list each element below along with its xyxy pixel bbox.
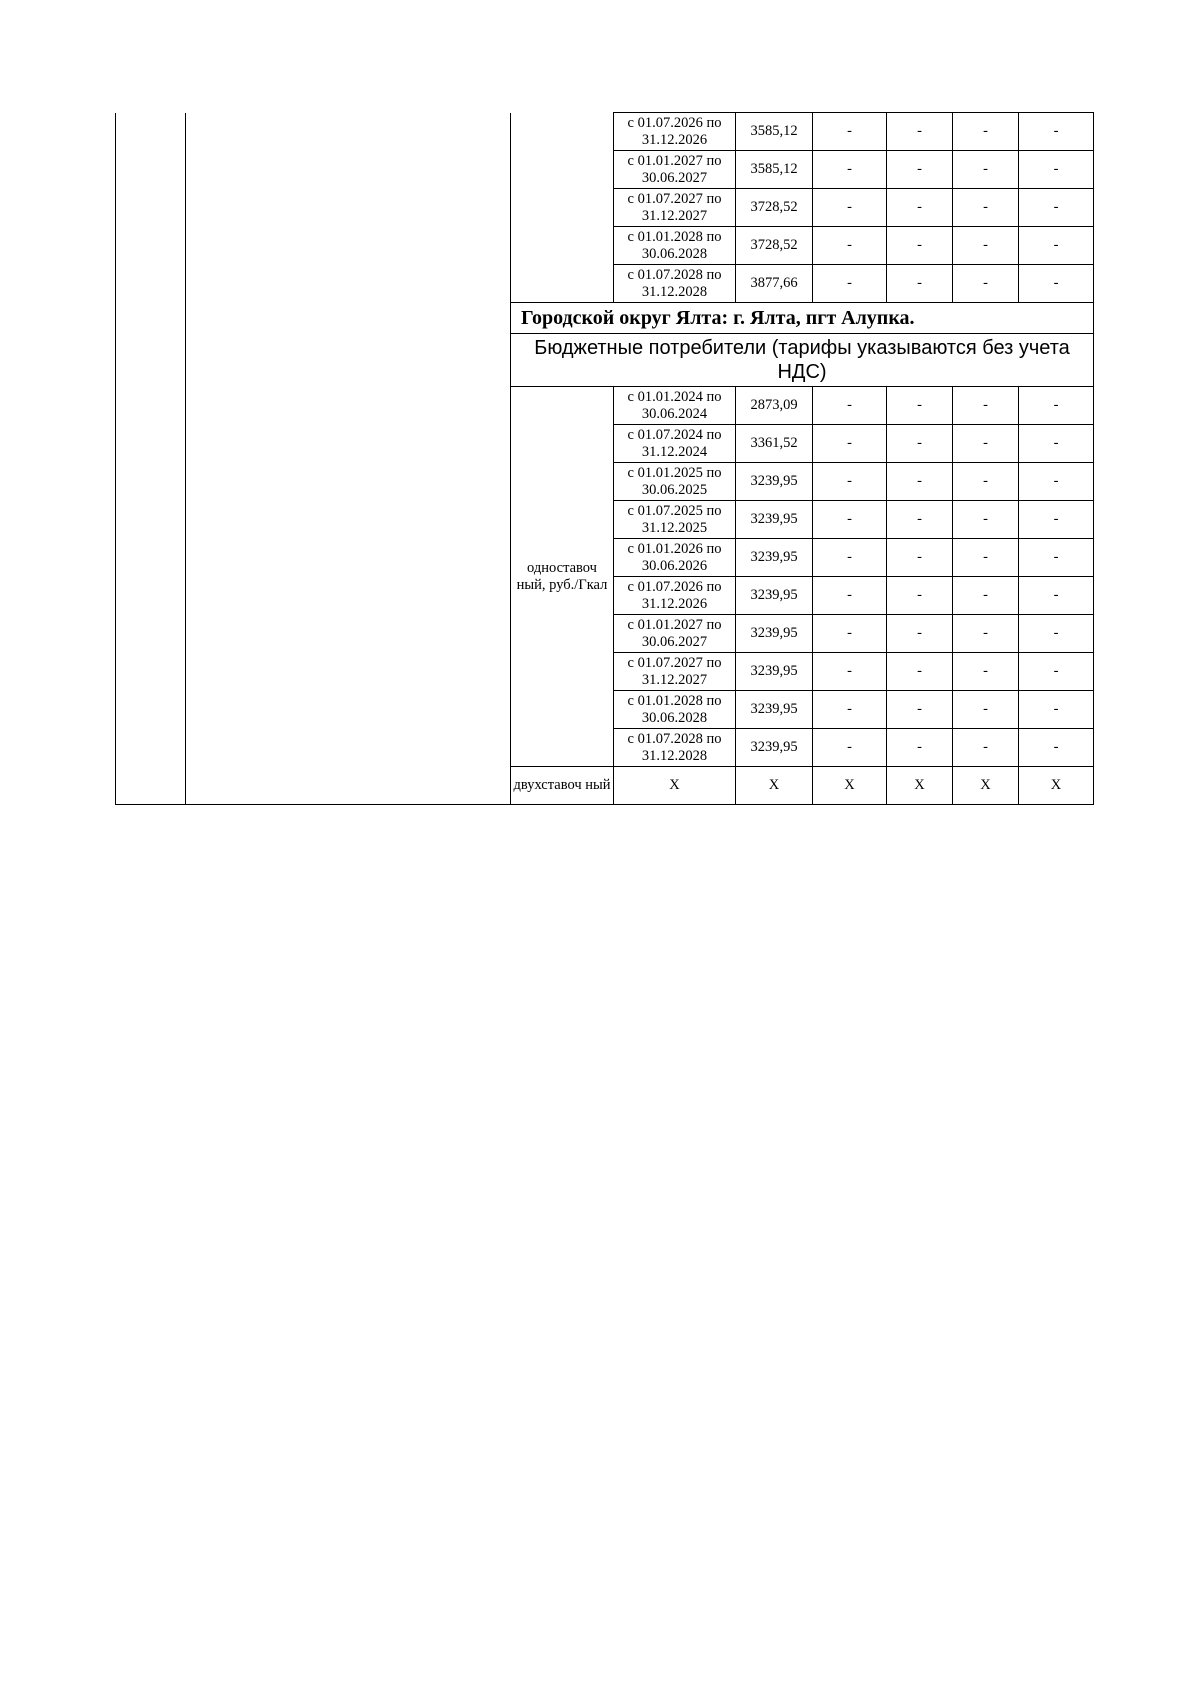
empty-value-cell: - [887,691,953,729]
empty-value-cell: - [1019,577,1094,615]
empty-value-cell: - [1019,539,1094,577]
empty-value-cell: - [813,151,887,189]
tariff-table-body [116,113,1094,805]
empty-value-cell: - [953,577,1019,615]
not-applicable-cell: X [736,767,813,805]
single-rate-label: одноставоч ный, руб./Гкал [511,387,614,767]
empty-value-cell: - [887,463,953,501]
period-cell: с 01.07.2024 по 31.12.2024 [614,425,736,463]
empty-value-cell: - [1019,653,1094,691]
empty-value-cell: - [887,501,953,539]
empty-value-cell: - [953,729,1019,767]
empty-value-cell: - [813,615,887,653]
not-applicable-cell: X [813,767,887,805]
empty-value-cell: - [887,653,953,691]
not-applicable-cell: X [1019,767,1094,805]
not-applicable-cell: X [887,767,953,805]
tariff-value-cell: 3728,52 [736,189,813,227]
empty-value-cell: - [813,463,887,501]
empty-value-cell: - [887,387,953,425]
tariff-value-cell: 3877,66 [736,265,813,303]
empty-value-cell: - [1019,729,1094,767]
tariff-value-cell: 3585,12 [736,113,813,151]
period-cell: с 01.01.2028 по 30.06.2028 [614,227,736,265]
tariff-value-cell: 3239,95 [736,729,813,767]
empty-value-cell: - [953,425,1019,463]
empty-value-cell: - [813,189,887,227]
empty-value-cell: - [953,615,1019,653]
empty-value-cell: - [887,265,953,303]
empty-value-cell: - [953,539,1019,577]
period-cell: с 01.01.2024 по 30.06.2024 [614,387,736,425]
tariff-value-cell: 3239,95 [736,501,813,539]
table-row [116,113,1094,151]
empty-value-cell: - [887,729,953,767]
empty-value-cell: - [887,151,953,189]
not-applicable-cell: X [953,767,1019,805]
empty-value-cell: - [887,425,953,463]
period-cell: с 01.07.2026 по 31.12.2026 [614,577,736,615]
empty-value-cell: - [1019,691,1094,729]
empty-value-cell: - [813,425,887,463]
empty-value-cell: - [813,539,887,577]
empty-value-cell: - [1019,387,1094,425]
empty-value-cell: - [887,577,953,615]
tariff-table [115,112,1094,805]
empty-value-cell: - [1019,151,1094,189]
tariff-value-cell: 3361,52 [736,425,813,463]
period-cell: с 01.07.2027 по 31.12.2027 [614,653,736,691]
empty-value-cell: - [1019,227,1094,265]
empty-value-cell: - [953,113,1019,151]
period-cell: с 01.07.2026 по 31.12.2026 [614,113,736,151]
period-cell: с 01.07.2025 по 31.12.2025 [614,501,736,539]
empty-value-cell: - [953,501,1019,539]
empty-value-cell: - [1019,501,1094,539]
empty-value-cell: - [813,691,887,729]
empty-value-cell: - [953,463,1019,501]
empty-value-cell: - [887,227,953,265]
period-cell: с 01.07.2028 по 31.12.2028 [614,265,736,303]
description-column-cell [186,113,511,805]
tariff-value-cell: 3239,95 [736,615,813,653]
tariff-value-cell: 3239,95 [736,577,813,615]
empty-value-cell: - [953,151,1019,189]
empty-value-cell: - [953,691,1019,729]
number-column-cell [116,113,186,805]
tariff-value-cell: 3728,52 [736,227,813,265]
region-title: Городской округ Ялта: г. Ялта, пгт Алупка. [511,303,1094,334]
period-cell: с 01.01.2027 по 30.06.2027 [614,615,736,653]
period-cell: с 01.07.2027 по 31.12.2027 [614,189,736,227]
empty-value-cell: - [813,729,887,767]
empty-value-cell: - [1019,463,1094,501]
tariff-value-cell: 2873,09 [736,387,813,425]
empty-value-cell: - [1019,113,1094,151]
empty-value-cell: - [1019,265,1094,303]
tariff-value-cell: 3239,95 [736,653,813,691]
empty-value-cell: - [813,501,887,539]
empty-value-cell: - [887,539,953,577]
period-cell: с 01.07.2028 по 31.12.2028 [614,729,736,767]
not-applicable-cell: X [614,767,736,805]
rate-type-cell [511,113,614,303]
empty-value-cell: - [813,265,887,303]
empty-value-cell: - [953,653,1019,691]
empty-value-cell: - [953,227,1019,265]
empty-value-cell: - [1019,189,1094,227]
empty-value-cell: - [813,653,887,691]
tariff-value-cell: 3239,95 [736,463,813,501]
empty-value-cell: - [953,265,1019,303]
empty-value-cell: - [1019,425,1094,463]
empty-value-cell: - [887,189,953,227]
empty-value-cell: - [813,113,887,151]
period-cell: с 01.01.2026 по 30.06.2026 [614,539,736,577]
empty-value-cell: - [887,615,953,653]
empty-value-cell: - [813,387,887,425]
tariff-value-cell: 3239,95 [736,691,813,729]
empty-value-cell: - [1019,615,1094,653]
period-cell: с 01.01.2025 по 30.06.2025 [614,463,736,501]
period-cell: с 01.01.2027 по 30.06.2027 [614,151,736,189]
empty-value-cell: - [953,189,1019,227]
empty-value-cell: - [953,387,1019,425]
consumer-group-title: Бюджетные потребители (тарифы указываются без учета НДС) [511,334,1094,387]
empty-value-cell: - [887,113,953,151]
two-rate-label: двухставоч ный [511,767,614,805]
tariff-value-cell: 3239,95 [736,539,813,577]
tariff-value-cell: 3585,12 [736,151,813,189]
empty-value-cell: - [813,577,887,615]
empty-value-cell: - [813,227,887,265]
period-cell: с 01.01.2028 по 30.06.2028 [614,691,736,729]
